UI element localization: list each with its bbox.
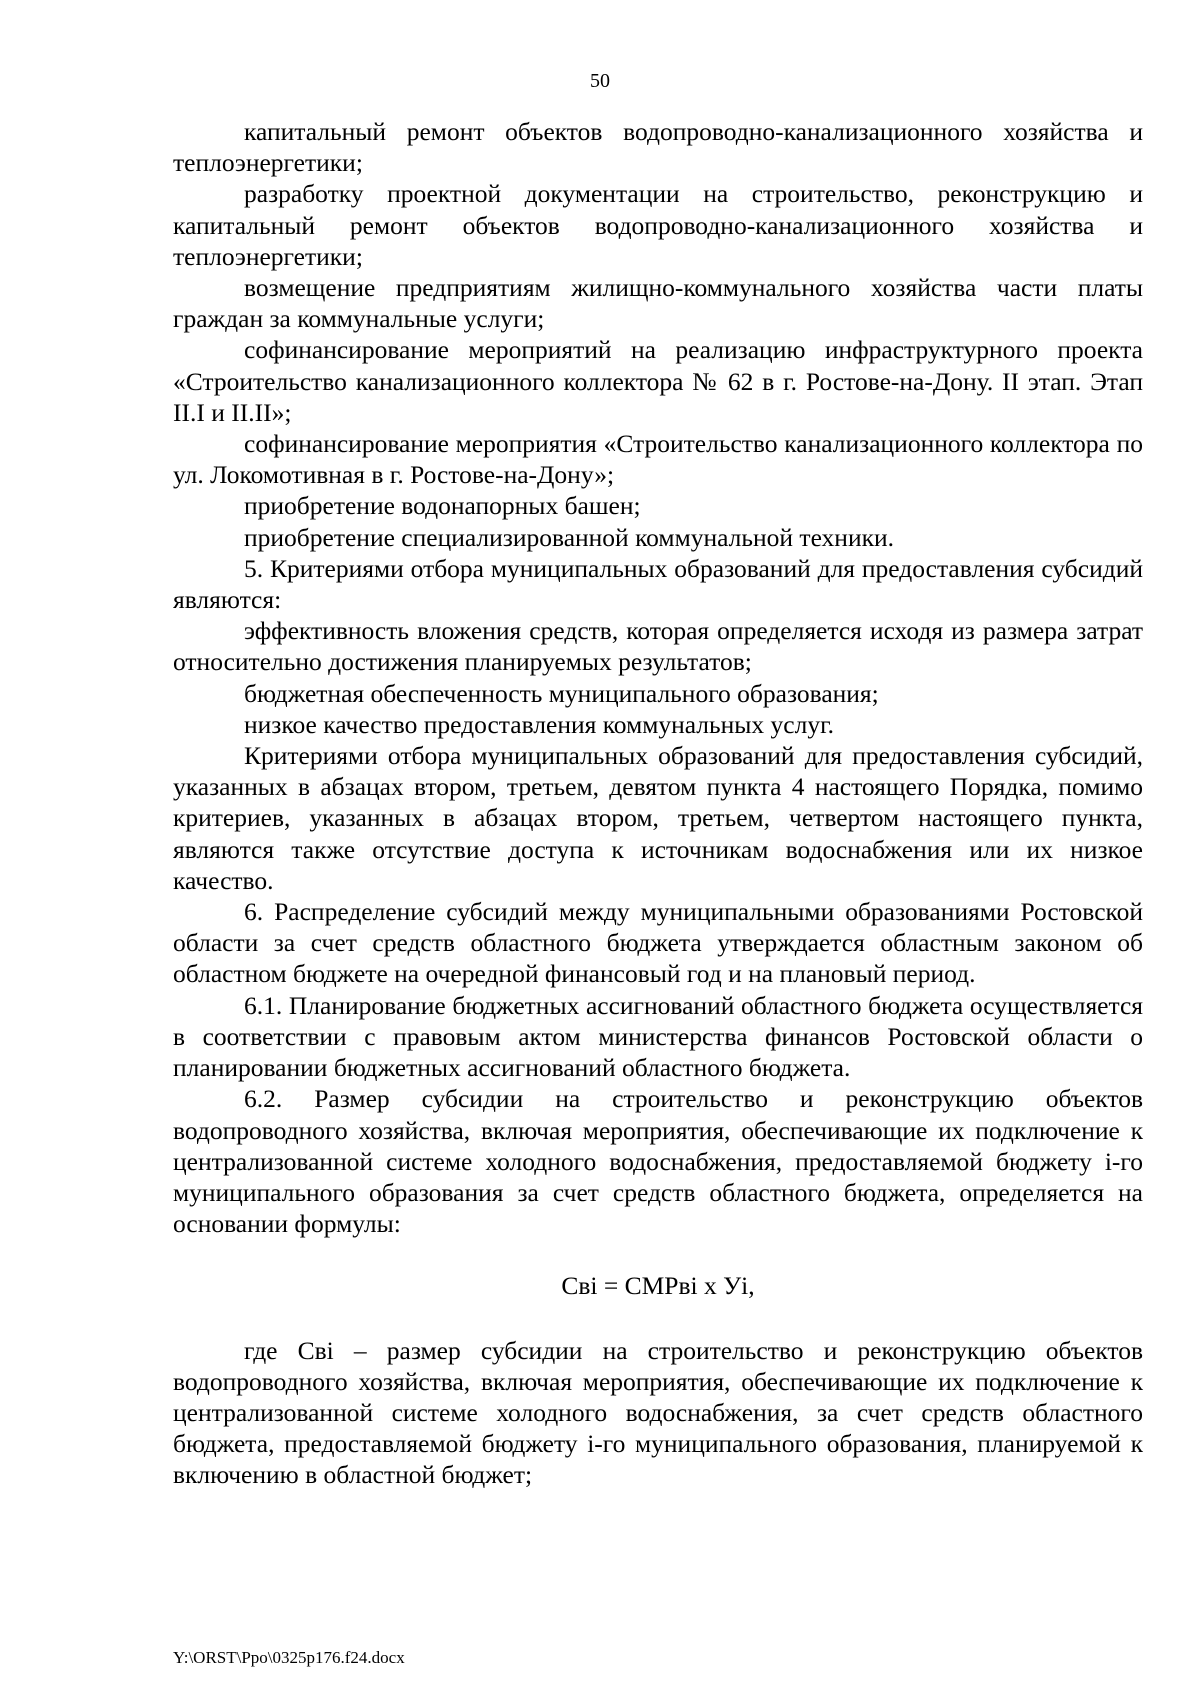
paragraph: приобретение водонапорных башен; xyxy=(244,491,641,521)
formula-explanation: где Свi – размер субсидии на строительство и реконструкцию объектов водопроводного хозяйства, включая мероприятия, обеспечивающие их подключение к централизованной системе холодного водоснабжения, за счет средств областного бюджета, предоставляемой бюджету i-го муниципального образования, планируемой к включению в областной бюджет; xyxy=(173,1335,1143,1490)
paragraph: софинансирование мероприятия «Строительство канализационного коллектора по ул. Локомотивная в г. Ростове-на-Дону»; xyxy=(173,429,1143,490)
paragraph: эффективность вложения средств, которая определяется исходя из размера затрат относительно достижения планируемых результатов; xyxy=(173,616,1143,677)
document-body xyxy=(173,116,1143,1491)
paragraph: Критериями отбора муниципальных образований для предоставления субсидий, указанных в абзацах втором, третьем, девятом пункта 4 настоящего Порядка, помимо критериев, указанных в абзацах втором, третьем, четвертом настоящего пункта, являются также отсутствие доступа к источникам водоснабжения или их низкое качество. xyxy=(173,741,1143,895)
paragraph: возмещение предприятиям жилищно-коммунального хозяйства части платы граждан за коммунальные услуги; xyxy=(173,273,1143,334)
paragraph: 6. Распределение субсидий между муниципальными образованиями Ростовской области за счет средств областного бюджета утверждается областным законом об областном бюджете на очередной финансовый год и на плановый период. xyxy=(173,897,1143,989)
file-path-footer: Y:\ORST\Ppo\0325p176.f24.docx xyxy=(173,1648,405,1667)
paragraph: низкое качество предоставления коммунальных услуг. xyxy=(244,709,835,739)
page-number: 50 xyxy=(590,70,610,92)
paragraph: 6.1. Планирование бюджетных ассигнований областного бюджета осуществляется в соответствии с правовым актом министерства финансов Ростовской области о планировании бюджетных ассигнований областного бюджета. xyxy=(173,990,1143,1083)
paragraph: бюджетная обеспеченность муниципального образования; xyxy=(244,678,879,708)
paragraph: 6.2. Размер субсидии на строительство и реконструкцию объектов водопроводного хозяйства, включая мероприятия, обеспечивающие их подключение к централизованной системе холодного водоснабжения, предоставляемой бюджету i-го муниципального образования за счет средств областного бюджета, определяется на основании формулы: xyxy=(173,1084,1143,1239)
paragraph: 5. Критериями отбора муниципальных образований для предоставления субсидий являются: xyxy=(173,553,1143,615)
paragraph: капитальный ремонт объектов водопроводно-канализационного хозяйства и теплоэнергетики; xyxy=(173,117,1143,178)
paragraph: разработку проектной документации на строительство, реконструкцию и капитальный ремонт объектов водопроводно-канализационного хозяйства и теплоэнергетики; xyxy=(173,179,1143,271)
paragraph: софинансирование мероприятий на реализацию инфраструктурного проекта «Строительство канализационного коллектора № 62 в г. Ростове-на-Дону. II этап. Этап II.I и II.II»; xyxy=(173,335,1143,427)
paragraph: приобретение специализированной коммунальной техники. xyxy=(244,522,895,552)
subsidy-formula: Свi = СМРвi x Уi, xyxy=(561,1271,755,1301)
